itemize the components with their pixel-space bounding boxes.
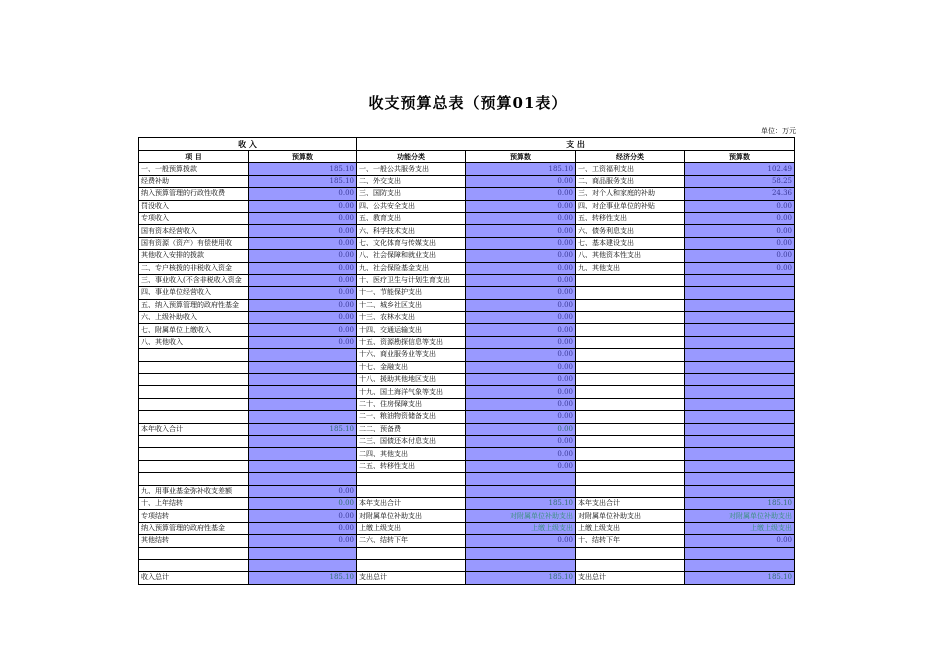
row-label-cell: 六、科学技术支出 — [357, 225, 466, 237]
row-value-cell: 0.00 — [685, 237, 795, 249]
row-label-cell: 国有资源（资产）有偿使用收 — [139, 237, 249, 249]
row-label-cell — [576, 386, 685, 398]
row-label-cell: 二三、国债还本付息支出 — [357, 435, 466, 447]
row-label-cell — [357, 547, 466, 559]
table-row — [139, 535, 795, 547]
row-label-cell: 其他收入安排的拨款 — [139, 250, 249, 262]
row-value-cell — [466, 485, 576, 497]
row-value-cell: 185.10 — [249, 423, 357, 435]
row-value-cell — [685, 423, 795, 435]
row-label-cell: 上缴上级支出 — [357, 522, 466, 534]
table-row — [139, 547, 795, 559]
row-label-cell — [576, 324, 685, 336]
row-label-cell: 二、外交支出 — [357, 175, 466, 187]
row-value-cell: 185.10 — [249, 572, 357, 584]
row-label-cell: 十一、节能保护支出 — [357, 287, 466, 299]
row-value-cell: 102.49 — [685, 163, 795, 175]
row-label-cell: 纳入预算管理的政府性基金 — [139, 522, 249, 534]
row-value-cell: 0.00 — [249, 535, 357, 547]
row-value-cell — [249, 435, 357, 447]
row-value-cell: 0.00 — [466, 423, 576, 435]
row-label-cell: 本年支出合计 — [357, 497, 466, 509]
row-label-cell: 九、社会保险基金支出 — [357, 262, 466, 274]
row-value-cell — [466, 559, 576, 571]
row-value-cell: 0.00 — [466, 435, 576, 447]
row-label-cell — [576, 473, 685, 485]
row-value-cell: 0.00 — [249, 287, 357, 299]
row-value-cell: 0.00 — [249, 250, 357, 262]
row-value-cell — [249, 448, 357, 460]
table-row — [139, 448, 795, 460]
unit-label: 单位：万元 — [761, 127, 796, 135]
row-label-cell: 国有资本经营收入 — [139, 225, 249, 237]
table-row — [139, 473, 795, 485]
row-value-cell — [249, 361, 357, 373]
row-value-cell: 0.00 — [466, 237, 576, 249]
row-value-cell: 0.00 — [249, 274, 357, 286]
row-value-cell — [685, 547, 795, 559]
row-value-cell — [685, 324, 795, 336]
row-label-cell: 六、上级补助收入 — [139, 312, 249, 324]
row-label-cell: 收入总计 — [139, 572, 249, 584]
row-value-cell — [685, 312, 795, 324]
row-label-cell — [576, 448, 685, 460]
page-title: 收支预算总表（预算01表） — [368, 94, 568, 112]
row-label-cell — [357, 559, 466, 571]
row-value-cell: 0.00 — [466, 336, 576, 348]
row-value-cell: 0.00 — [685, 262, 795, 274]
row-value-cell: 0.00 — [249, 497, 357, 509]
row-value-cell: 185.10 — [249, 175, 357, 187]
row-value-cell: 0.00 — [466, 250, 576, 262]
row-label-cell: 对附属单位补助支出 — [576, 510, 685, 522]
table-row — [139, 572, 795, 584]
row-value-cell — [685, 473, 795, 485]
row-label-cell: 专项收入 — [139, 212, 249, 224]
row-value-cell: 0.00 — [249, 188, 357, 200]
row-value-cell — [685, 349, 795, 361]
row-label-cell: 二一、粮油物资储备支出 — [357, 411, 466, 423]
row-value-cell: 0.00 — [249, 212, 357, 224]
row-value-cell: 对附属单位补助支出 — [466, 510, 576, 522]
row-value-cell: 0.00 — [685, 250, 795, 262]
row-value-cell — [685, 299, 795, 311]
row-value-cell: 0.00 — [249, 485, 357, 497]
row-value-cell: 58.25 — [685, 175, 795, 187]
row-value-cell: 上缴上级支出 — [466, 522, 576, 534]
row-label-cell: 二二、预备费 — [357, 423, 466, 435]
row-label-cell — [576, 336, 685, 348]
row-value-cell: 0.00 — [249, 522, 357, 534]
row-label-cell — [139, 411, 249, 423]
table-row — [139, 349, 795, 361]
row-label-cell: 十、结转下年 — [576, 535, 685, 547]
row-label-cell: 四、事业单位经营收入 — [139, 287, 249, 299]
row-label-cell: 九、用事业基金弥补收支差额 — [139, 485, 249, 497]
row-label-cell — [139, 349, 249, 361]
table-row — [139, 299, 795, 311]
table-row — [139, 336, 795, 348]
row-label-cell — [576, 374, 685, 386]
row-value-cell: 0.00 — [685, 535, 795, 547]
table-row — [139, 225, 795, 237]
row-label-cell — [576, 435, 685, 447]
row-label-cell — [576, 361, 685, 373]
row-value-cell — [685, 374, 795, 386]
income-budget-header: 预算数 — [249, 151, 357, 163]
table-row — [139, 510, 795, 522]
table-row — [139, 312, 795, 324]
row-value-cell: 0.00 — [466, 175, 576, 187]
func-class-header: 功能分类 — [357, 151, 466, 163]
table-row — [139, 274, 795, 286]
row-value-cell: 0.00 — [466, 262, 576, 274]
row-label-cell — [576, 547, 685, 559]
table-row — [139, 423, 795, 435]
row-value-cell: 0.00 — [249, 336, 357, 348]
table-row — [139, 163, 795, 175]
table-row — [139, 522, 795, 534]
row-value-cell — [249, 411, 357, 423]
row-label-cell — [139, 386, 249, 398]
row-label-cell: 十、医疗卫生与计划生育支出 — [357, 274, 466, 286]
econ-budget-header: 预算数 — [685, 151, 795, 163]
row-value-cell: 0.00 — [466, 361, 576, 373]
row-label-cell: 经费补助 — [139, 175, 249, 187]
row-value-cell — [685, 435, 795, 447]
row-label-cell: 八、其他资本性支出 — [576, 250, 685, 262]
row-value-cell: 0.00 — [249, 312, 357, 324]
row-value-cell — [249, 349, 357, 361]
table-row — [139, 460, 795, 472]
row-label-cell: 五、纳入预算管理的政府性基金 — [139, 299, 249, 311]
row-value-cell: 0.00 — [466, 200, 576, 212]
row-value-cell: 对附属单位补助支出 — [685, 510, 795, 522]
row-label-cell: 四、公共安全支出 — [357, 200, 466, 212]
row-label-cell — [139, 374, 249, 386]
income-header: 收 入 — [139, 138, 357, 151]
row-value-cell: 0.00 — [466, 312, 576, 324]
row-label-cell: 三、国防支出 — [357, 188, 466, 200]
row-label-cell: 十、上年结转 — [139, 497, 249, 509]
row-label-cell — [576, 460, 685, 472]
row-label-cell: 七、文化体育与传媒支出 — [357, 237, 466, 249]
row-value-cell — [685, 386, 795, 398]
table-row — [139, 559, 795, 571]
row-value-cell — [466, 473, 576, 485]
row-value-cell — [685, 398, 795, 410]
item-header: 项 目 — [139, 151, 249, 163]
table-row — [139, 287, 795, 299]
row-value-cell: 0.00 — [249, 299, 357, 311]
row-value-cell: 0.00 — [249, 262, 357, 274]
row-value-cell — [249, 473, 357, 485]
row-label-cell — [139, 361, 249, 373]
row-label-cell — [576, 423, 685, 435]
expense-header: 支 出 — [357, 138, 795, 151]
row-value-cell: 0.00 — [249, 324, 357, 336]
row-label-cell — [576, 398, 685, 410]
table-row — [139, 324, 795, 336]
row-label-cell — [576, 299, 685, 311]
row-value-cell: 0.00 — [466, 287, 576, 299]
table-row — [139, 361, 795, 373]
row-label-cell: 二四、其他支出 — [357, 448, 466, 460]
row-label-cell: 二十、住房保障支出 — [357, 398, 466, 410]
row-label-cell: 二六、结转下年 — [357, 535, 466, 547]
row-label-cell — [139, 398, 249, 410]
table-row — [139, 386, 795, 398]
row-label-cell: 十六、商业服务业等支出 — [357, 349, 466, 361]
row-label-cell: 十四、交通运输支出 — [357, 324, 466, 336]
row-label-cell: 二、商品服务支出 — [576, 175, 685, 187]
table-row — [139, 374, 795, 386]
row-label-cell — [576, 312, 685, 324]
header-row-sub — [139, 151, 795, 163]
row-label-cell — [357, 485, 466, 497]
header-row-main — [139, 138, 795, 151]
row-label-cell: 十二、城乡社区支出 — [357, 299, 466, 311]
row-value-cell: 上缴上级支出 — [685, 522, 795, 534]
row-label-cell: 专项结转 — [139, 510, 249, 522]
row-value-cell — [249, 398, 357, 410]
row-value-cell: 0.00 — [466, 411, 576, 423]
row-value-cell — [249, 374, 357, 386]
row-value-cell — [685, 287, 795, 299]
row-value-cell — [249, 460, 357, 472]
row-label-cell: 八、社会保障和就业支出 — [357, 250, 466, 262]
row-label-cell: 纳入预算管理的行政性收费 — [139, 188, 249, 200]
table-row — [139, 485, 795, 497]
table-row — [139, 435, 795, 447]
row-label-cell — [576, 287, 685, 299]
row-label-cell — [357, 473, 466, 485]
row-value-cell: 185.10 — [466, 572, 576, 584]
row-label-cell: 一、一般预算拨款 — [139, 163, 249, 175]
row-value-cell: 0.00 — [249, 237, 357, 249]
table-row — [139, 175, 795, 187]
row-value-cell: 0.00 — [466, 398, 576, 410]
table-row — [139, 200, 795, 212]
row-label-cell — [139, 435, 249, 447]
row-value-cell — [685, 559, 795, 571]
row-value-cell: 0.00 — [466, 460, 576, 472]
row-label-cell — [139, 448, 249, 460]
row-value-cell: 0.00 — [685, 225, 795, 237]
econ-class-header: 经济分类 — [576, 151, 685, 163]
row-value-cell: 185.10 — [466, 497, 576, 509]
row-label-cell: 支出总计 — [576, 572, 685, 584]
row-label-cell — [576, 349, 685, 361]
row-value-cell: 0.00 — [249, 200, 357, 212]
row-value-cell: 0.00 — [466, 349, 576, 361]
row-value-cell: 24.36 — [685, 188, 795, 200]
row-label-cell: 十八、援助其他地区支出 — [357, 374, 466, 386]
row-value-cell — [249, 559, 357, 571]
row-label-cell: 二、专户核拨的非税收入资金 — [139, 262, 249, 274]
table-row — [139, 398, 795, 410]
row-label-cell: 一、一般公共服务支出 — [357, 163, 466, 175]
row-value-cell: 0.00 — [249, 225, 357, 237]
table-row — [139, 497, 795, 509]
row-value-cell — [249, 386, 357, 398]
row-value-cell — [685, 411, 795, 423]
row-label-cell — [576, 485, 685, 497]
row-value-cell: 0.00 — [685, 200, 795, 212]
row-value-cell: 0.00 — [466, 212, 576, 224]
row-label-cell: 十九、国土海洋气象等支出 — [357, 386, 466, 398]
row-label-cell: 十五、资源勘探信息等支出 — [357, 336, 466, 348]
row-value-cell: 0.00 — [466, 324, 576, 336]
row-value-cell: 185.10 — [685, 497, 795, 509]
row-label-cell — [576, 559, 685, 571]
row-label-cell: 七、附属单位上缴收入 — [139, 324, 249, 336]
row-label-cell: 五、教育支出 — [357, 212, 466, 224]
row-label-cell — [139, 547, 249, 559]
budget-table — [138, 137, 795, 585]
row-value-cell: 0.00 — [466, 448, 576, 460]
row-label-cell: 八、其他收入 — [139, 336, 249, 348]
row-label-cell: 三、对个人和家庭的补助 — [576, 188, 685, 200]
row-label-cell: 九、其他支出 — [576, 262, 685, 274]
table-row — [139, 212, 795, 224]
row-label-cell: 七、基本建设支出 — [576, 237, 685, 249]
row-label-cell: 二五、转移性支出 — [357, 460, 466, 472]
row-label-cell — [139, 473, 249, 485]
row-label-cell: 其他结转 — [139, 535, 249, 547]
row-value-cell: 0.00 — [249, 510, 357, 522]
row-label-cell: 四、对企事业单位的补贴 — [576, 200, 685, 212]
row-value-cell: 0.00 — [466, 374, 576, 386]
row-value-cell — [685, 448, 795, 460]
table-row — [139, 250, 795, 262]
row-value-cell: 185.10 — [249, 163, 357, 175]
row-value-cell: 0.00 — [466, 225, 576, 237]
row-label-cell: 本年收入合计 — [139, 423, 249, 435]
row-label-cell: 五、转移性支出 — [576, 212, 685, 224]
row-label-cell: 罚没收入 — [139, 200, 249, 212]
row-value-cell — [466, 547, 576, 559]
row-label-cell: 一、工资福利支出 — [576, 163, 685, 175]
row-label-cell: 支出总计 — [357, 572, 466, 584]
row-label-cell — [576, 274, 685, 286]
row-label-cell — [139, 559, 249, 571]
row-label-cell — [576, 411, 685, 423]
row-value-cell: 185.10 — [466, 163, 576, 175]
table-row — [139, 262, 795, 274]
table-row — [139, 237, 795, 249]
row-value-cell — [249, 547, 357, 559]
func-budget-header: 预算数 — [466, 151, 576, 163]
row-label-cell: 本年支出合计 — [576, 497, 685, 509]
row-value-cell: 0.00 — [466, 299, 576, 311]
row-value-cell: 0.00 — [466, 188, 576, 200]
row-value-cell: 0.00 — [685, 212, 795, 224]
table-row — [139, 188, 795, 200]
row-value-cell — [685, 485, 795, 497]
row-label-cell: 三、事业收入(不含非税收入资金 — [139, 274, 249, 286]
row-value-cell — [685, 336, 795, 348]
row-value-cell: 0.00 — [466, 535, 576, 547]
row-value-cell — [685, 460, 795, 472]
row-value-cell: 185.10 — [685, 572, 795, 584]
row-label-cell: 六、债务利息支出 — [576, 225, 685, 237]
table-row — [139, 411, 795, 423]
row-value-cell: 0.00 — [466, 274, 576, 286]
row-value-cell: 0.00 — [466, 386, 576, 398]
row-label-cell: 十七、金融支出 — [357, 361, 466, 373]
row-label-cell — [139, 460, 249, 472]
row-value-cell — [685, 361, 795, 373]
row-label-cell: 十三、农林水支出 — [357, 312, 466, 324]
row-label-cell: 上缴上级支出 — [576, 522, 685, 534]
row-value-cell — [685, 274, 795, 286]
row-label-cell: 对附属单位补助支出 — [357, 510, 466, 522]
